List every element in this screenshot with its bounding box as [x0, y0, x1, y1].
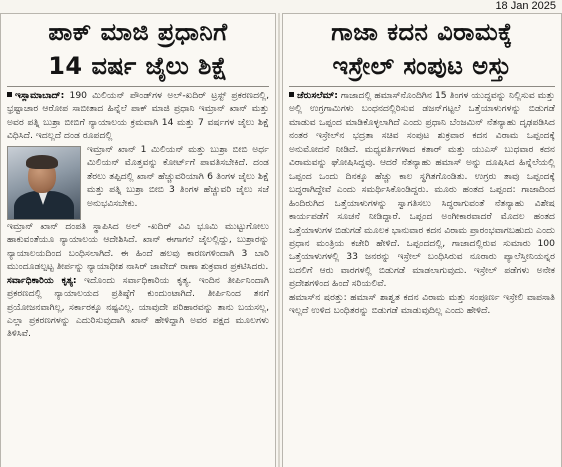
headline-line-2: 14 ವರ್ಷ ಜೈಲು ಶಿಕ್ಷೆ — [48, 52, 228, 80]
dateline: ಇಸ್ಲಾಮಾಬಾದ್: — [7, 90, 64, 101]
paragraph-1-continued: ಇಮ್ರಾನ್ ಖಾನ್ 1 ಮಿಲಿಯನ್ ಮತ್ತು ಬುಶ್ರಾ ಬೀಬಿ ಅರ್ಧ ಮಿಲಿಯನ್ ಮೊತ್ತವನ್ನು ಕೋರ್ಟ್‌ಗೆ ಪಾವತಿಸಬೇಕಿದೆ. ದಂಡ ತೆರಲು ತಪ್ಪಿದಲ್ಲಿ ಖಾನ್ ಹೆಚ್ಚುವರಿಯಾಗಿ 6 ತಿಂಗಳ ಜೈಲು ಶಿಕ್ಷೆ ಮತ್ತು ಪತ್ನಿ ಬುಶ್ರಾ ಬೀಬಿ 3 ತಿಂಗಳ ಹೆಚ್ಚುವರಿ ಜೈಲು ಸಜೆ ಅನುಭವಿಸಬೇಕು. — [87, 143, 269, 209]
headline-line-1: ಪಾಕ್ ಮಾಜಿ ಪ್ರಧಾನಿಗೆ — [48, 18, 228, 46]
paragraph-1-text: ಗಾಜಾದಲ್ಲಿ ಹಮಾಸ್‌ನೊಂದಿಗಿನ 15 ತಿಂಗಳ ಯುದ್ಧವನ್ನು ನಿಲ್ಲಿಸುವ ಮತ್ತು ಅಲ್ಲಿ ಉಗ್ರಗಾಮಿಗಳು ಬಂಧನದಲ್ಲಿರಿಸುವ ಡಜನ್‌ಗಟ್ಟಲೆ ಒತ್ತೆಯಾಳುಗಳನ್ನು ಬಿಡುಗಡೆ ಮಾಡುವ ಒಪ್ಪಂದ ಮಾಡಿಕೊಳ್ಳಲಾಗಿದೆ ಎಂದು ಪ್ರಧಾನಿ ಬೆಂಜಮಿನ್ ನೆತನ್ಯಾಹು ದೃಢಪಡಿಸಿದ ನಂತರ ಇಸ್ರೇಲ್‌ನ ಭದ್ರತಾ ಸಚಿವ ಸಂಪುಟ ಶುಕ್ರವಾರ ಕದನ ವಿರಾಮ ಒಪ್ಪಂದಕ್ಕೆ ಅನುಮೋದನೆ ನೀಡಿದೆ. ಮಧ್ಯವರ್ತಿಗಳಾದ ಕತಾರ್ ಮತ್ತು ಯುಎಸ್ ಬುಧವಾರ ಕದನ ವಿರಾಮವನ್ನು ಘೋಷಿಸಿದ್ದವು. ಆದರೆ ನೆತನ್ಯಾಹು ಹಮಾಸ್ ಅನ್ನು ದೂಷಿಸಿದ ಹಿನ್ನೆಲೆಯಲ್ಲಿ ಒಪ್ಪಂದ ಒಂದು ದಿನಕ್ಕೂ ಹೆಚ್ಚು ಕಾಲ ಸ್ಥಗಿತಗೊಂಡಿತು. ಉಗ್ರರು ತಾವು ಒಪ್ಪಂದಕ್ಕೆ ಬದ್ಧರಾಗಿದ್ದೇವೆ ಎಂದು ಸಮರ್ಥಿಸಿಕೊಂಡಿದ್ದರು. ಮೂರು ಹಂತದ ಒಪ್ಪಂದ: ಗಾಜಾದಿಂದ ಹಿಂದಿರುಗಿದ ಒತ್ತೆಯಾಳುಗಳನ್ನು ಸ್ವಾಗತಿಸಲು ಸಿದ್ಧರಾಗುವಂತೆ ನೆತನ್ಯಾಹು ವಿಶೇಷ ಕಾರ್ಯಪಡೆಗೆ ಸೂಚನೆ ನೀಡಿದ್ದಾರೆ. ಒಪ್ಪಂದ ಅಂಗೀಕಾರವಾದರೆ ಮೊದಲ ಹಂತದ ಒತ್ತೆಯಾಳುಗಳ ಬಿಡುಗಡೆ ಮೂಲಕ ಭಾನುವಾರ ಕದನ ವಿರಾಮ ಪ್ರಾರಂಭವಾಗಬಹುದು ಎಂದು ಪ್ರಧಾನ ಮಂತ್ರಿಯ ಕಚೇರಿ ಹೇಳಿದೆ. ಒಪ್ಪಂದದಲ್ಲಿ, ಗಾಜಾದಲ್ಲಿರುವ ಸುಮಾರು 100 ಒತ್ತೆಯಾಳುಗಳಲ್ಲಿ 33 ಜನರನ್ನು ಇಸ್ರೇಲ್ ಬಂಧಿಸಿರುವ ನೂರಾರು ಪ್ಯಾಲೆಸ್ತೀನಿಯನ್ನರ ಬದಲಿಗೆ ಆರು ವಾರಗಳಲ್ಲಿ ಬಿಡುಗಡೆ ಮಾಡಲಾಗುವುದು. ಇಸ್ರೇಲ್ ಪಡೆಗಳು ಅನೇಕ ಪ್ರದೇಶಗಳಿಂದ ಹಿಂದೆ ಸರಿಯಲಿವೆ. — [289, 90, 555, 290]
article-left — [0, 13, 276, 467]
paragraph-1 — [7, 89, 269, 143]
headline-line-1: ಗಾಜಾ ಕದನ ವಿರಾಮಕ್ಕೆ — [331, 18, 513, 46]
paragraph-1 — [289, 89, 555, 291]
column-divider — [278, 13, 280, 467]
publication-date: 18 Jan 2025 — [495, 0, 556, 12]
subhead: ಸರ್ವಾಧಿಕಾರಿಯ ಕೃತ್ಯ: — [7, 274, 77, 286]
paragraph-2: ಇಮ್ರಾನ್ ಖಾನ್ ದಂಪತಿ ಸ್ಥಾಪಿಸಿದ ಅಲ್ -ಖದಿರ್ ವಿವಿ ಭೂಮಿ ಮುಟ್ಟುಗೋಲು ಹಾಕುವಂತೆಯೂ ನ್ಯಾಯಾಲಯ ಆದೇಶಿಸಿದೆ. ಖಾನ್ ಈಗಾಗಲೆ ಜೈಲಲ್ಲಿದ್ದು, ಬುಶ್ರಾರನ್ನು ನ್ಯಾಯಾಲಯದಿಂದ ಬಂಧಿಸಲಾಗಿದೆ. ಈ ಹಿಂದೆ ಹಲವು ಕಾರಣಗಳಿಂದಾಗಿ 3 ಬಾರಿ ಮುಂದೂಡಲ್ಪಟ್ಟ ತೀರ್ಪನ್ನು ನ್ಯಾಯಾಧೀಶ ನಾಸಿರ್ ಜಾವೇದ್ ರಾಣಾ ಶುಕ್ರವಾರ ಪ್ರಕಟಿಸಿದರು. — [7, 220, 269, 273]
paragraph-3 — [7, 274, 269, 341]
paragraph-1-text: 190 ಮಿಲಿಯನ್ ಪೌಂಡ್‌ಗಳ ಅಲ್-ಖದಿರ್ ಟ್ರಸ್ಟ್ ಪ್ರಕರಣದಲ್ಲಿ, ಭ್ರಷ್ಟಾಚಾರ ಆರೋಪ ಸಾಬೀತಾದ ಹಿನ್ನೆಲೆ ಪಾಕ್ ಮಾಜಿ ಪ್ರಧಾನಿ ಇಮ್ರಾನ್ ಖಾನ್ ಮತ್ತು ಅವರ ಪತ್ನಿ ಬುಶ್ರಾ ಬೀಬಿಗೆ ನ್ಯಾಯಾಲಯ ಕ್ರಮವಾಗಿ 14 ಮತ್ತು 7 ವರ್ಷಗಳ ಜೈಲು ಶಿಕ್ಷೆ ವಿಧಿಸಿದೆ. ಇದಲ್ಲದೆ ದಂಡ ರೂಪದಲ್ಲಿ — [7, 90, 269, 142]
photo-hair — [26, 155, 58, 169]
article-right — [282, 13, 562, 467]
dateline: ಜೆರುಸಲೆಮ್: — [289, 90, 338, 101]
headline-divider — [289, 86, 555, 87]
paragraph-3-text: ಇದೊಂದು ಸರ್ವಾಧಿಕಾರಿಯ ಕೃತ್ಯ. ಇಂದಿನ ತೀರ್ಪಿನಿಂದಾಗಿ ಪ್ರಕರಣದಲ್ಲಿ ನ್ಯಾಯಾಲಯದ ಪ್ರತಿಷ್ಠೆಗೆ ಕುಂದುಂಟಾಗಿದೆ. ತೀರ್ಪಿನಿಂದ ತನಗೆ ಪ್ರಯೋಜನವಾಗಿಲ್ಲ, ಸರ್ಕಾರಕ್ಕೂ ನಷ್ಟವಿಲ್ಲ. ಯಾವುದೇ ಪರಿಹಾರವನ್ನು ತಾನು ಬಯಸಲ್ಲ, ಎಲ್ಲಾ ಪ್ರಕರಣಗಳನ್ನು ಎದುರಿಸುವುದಾಗಿ ಖಾನ್ ಹೇಳಿದ್ದಾಗಿ ಅವರ ಪಕ್ಷದ ಮೂಲಗಳು ತಿಳಿಸಿವೆ. — [7, 274, 269, 340]
portrait-photo — [7, 146, 81, 220]
headline-divider — [7, 86, 269, 87]
paragraph-2: ಹಮಾಸ್‌ನ ಷರತ್ತು: ಹಮಾಸ್ ಶಾಶ್ವತ ಕದನ ವಿರಾಮ ಮತ್ತು ಸಂಪೂರ್ಣ ಇಸ್ರೇಲಿ ವಾಪಸಾತಿ ಇಲ್ಲದೆ ಉಳಿದ ಬಂಧಿತರನ್ನು ಬಿಡುಗಡೆ ಮಾಡುವುದಿಲ್ಲ ಎಂದು ಹೇಳಿದೆ. — [289, 291, 555, 317]
article-body — [1, 89, 275, 341]
photo-row — [7, 143, 269, 220]
article-body — [283, 89, 561, 318]
headline-line-2: ಇಸ್ರೇಲ್ ಸಂಪುಟ ಅಸ್ತು — [332, 52, 512, 80]
